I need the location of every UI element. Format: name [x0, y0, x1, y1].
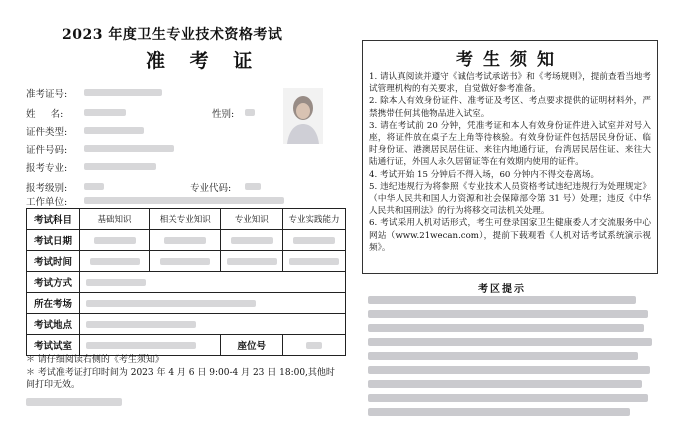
notice-title: 考生须知 [456, 50, 564, 70]
table-header-date: 考试日期 [27, 230, 80, 251]
employer-label: 工作单位: [26, 197, 68, 208]
id-no-value-redacted [84, 145, 174, 152]
notice-item: 1. 请认真阅读并遵守《诚信考试承诺书》和《考场规则》，提前查看当地考试管理机构的有关要求，自觉做好参考准备。 [369, 72, 651, 95]
name-label: 姓 名: [26, 109, 64, 120]
note-read-notice: ＊ 请仔细阅读右侧的《考生须知》 [26, 355, 164, 365]
site-cell [80, 293, 346, 314]
level-label: 报考级别: [26, 183, 68, 194]
time-cell [221, 251, 283, 272]
subject-cell: 相关专业知识 [150, 209, 221, 230]
major-label: 报考专业: [26, 163, 68, 174]
subject-cell: 基础知识 [80, 209, 150, 230]
time-cell [150, 251, 221, 272]
seat-cell [283, 335, 346, 356]
table-header-room: 考试试室 [27, 335, 80, 356]
subject-cell: 专业知识 [221, 209, 283, 230]
subject-cell: 专业实践能力 [283, 209, 346, 230]
table-row [27, 272, 346, 293]
major-code-value-redacted [245, 183, 261, 190]
table-row [27, 230, 346, 251]
exam-area-tips-redacted [368, 296, 658, 422]
table-row [27, 251, 346, 272]
date-cell [221, 230, 283, 251]
table-row [27, 209, 346, 230]
ticket-no-label: 准考证号: [26, 89, 68, 100]
note-print-window: ＊ 考试准考证打印时间为 2023 年 4 月 6 日 9:00-4 月 23 日 18:00,其他时间打印无效。 [26, 368, 335, 390]
exam-area-tips-title: 考区提示 [478, 284, 526, 295]
date-cell [80, 230, 150, 251]
id-type-value-redacted [84, 127, 144, 134]
exam-schedule-table [26, 208, 346, 356]
method-cell [80, 272, 346, 293]
major-code-label: 专业代码: [190, 183, 232, 194]
name-value-redacted [84, 109, 126, 116]
gender-label: 性别: [212, 109, 235, 120]
footer-redacted [26, 398, 122, 406]
exam-title: 2023 年度卫生专业技术资格考试 [62, 27, 283, 43]
date-cell [283, 230, 346, 251]
admission-ticket-title: 准 考 证 [146, 50, 262, 72]
employer-value-redacted [84, 197, 284, 204]
ticket-no-value-redacted [84, 89, 162, 96]
notice-item: 3. 请在考试前 20 分钟，凭准考证和本人有效身份证件进入试室并对号入座，将证件放在桌子左上角等待核验。有效身份证件包括居民身份证、临时身份证、港澳居民居住证、来往内地通行证，台湾居民居住证、来往大陆通行证，外国人永久居留证等在有效期内使用的证件。 [369, 120, 651, 168]
notice-item: 6. 考试采用人机对话形式，考生可登录国家卫生健康委人才交流服务中心网站（www.21wecan.com），提前下载观看《人机对话考试系统演示视频》。 [369, 218, 651, 253]
table-header-subject: 考试科目 [27, 209, 80, 230]
notice-item: 4. 考试开始 15 分钟后不得入场，60 分钟内不得交卷离场。 [369, 169, 600, 180]
level-value-redacted [84, 183, 104, 190]
candidate-photo [283, 88, 323, 144]
major-value-redacted [84, 163, 156, 170]
table-row [27, 314, 346, 335]
candidate-notice-box [362, 40, 658, 274]
table-row [27, 293, 346, 314]
location-cell [80, 314, 346, 335]
table-header-location: 考试地点 [27, 314, 80, 335]
id-type-label: 证件类型: [26, 127, 68, 138]
date-cell [150, 230, 221, 251]
table-header-time: 考试时间 [27, 251, 80, 272]
notice-item: 2. 除本人有效身份证件、准考证及考区、考点要求提供的证明材料外，严禁携带任何其他物品进入试室。 [369, 96, 651, 119]
time-cell [80, 251, 150, 272]
gender-value-redacted [245, 109, 255, 116]
notice-body [369, 71, 651, 254]
notice-item: 5. 违纪违规行为将参照《专业技术人员资格考试违纪违规行为处理规定》（中华人民共和国人力资源和社会保障部令第 31 号）处理；违反《中华人民共和国刑法》的行为将移交司法机关处理。 [369, 181, 651, 217]
table-header-site: 所在考场 [27, 293, 80, 314]
time-cell [283, 251, 346, 272]
table-row [27, 335, 346, 356]
room-cell [80, 335, 221, 356]
seat-label: 座位号 [221, 335, 283, 356]
id-no-label: 证件号码: [26, 145, 68, 156]
table-header-method: 考试方式 [27, 272, 80, 293]
